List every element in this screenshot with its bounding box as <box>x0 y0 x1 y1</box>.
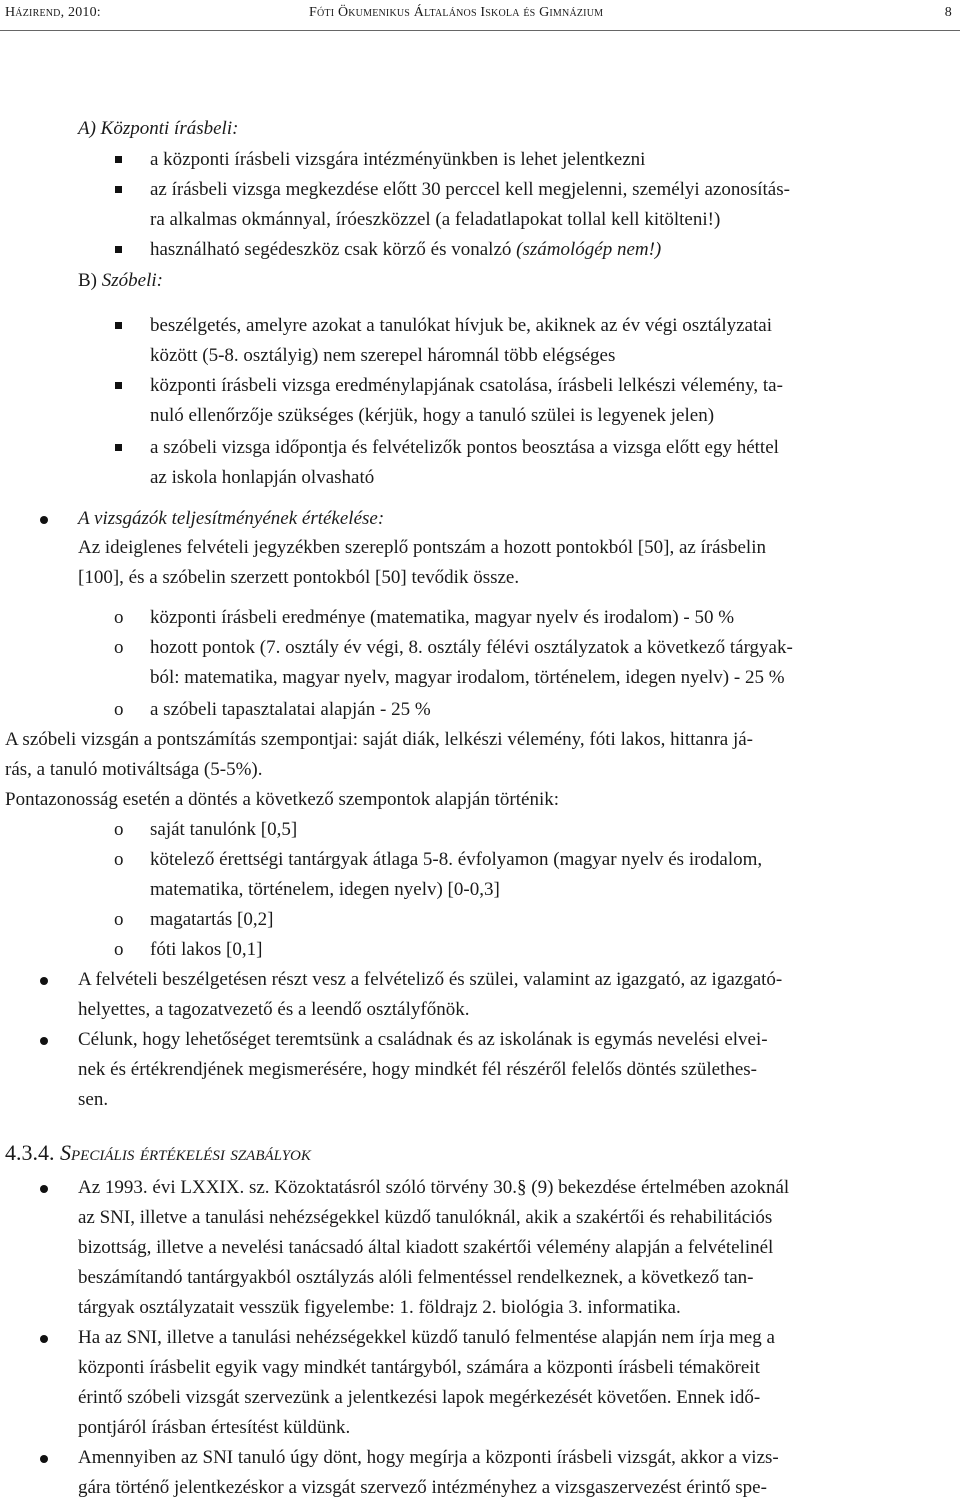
section-b-title: B) Szóbeli: <box>78 270 163 291</box>
sni-oral-exam-line-1: Ha az SNI, illetve a tanulási nehézségekkel küzdő tanuló felmentése alapján nem írja meg a <box>78 1327 775 1348</box>
header-school-name: Fóti Ökumenikus Általános Iskola és Gimnázium <box>309 5 604 20</box>
goal-line-2: nek és értékrendjének megismerésére, hogy mindkét fél részéről felelős döntés születhes- <box>78 1059 757 1080</box>
sni-oral-exam-line-4: pontjáról írásban értesítést küldünk. <box>78 1417 351 1438</box>
tie-break-item-3: magatartás [0,2] <box>150 909 274 930</box>
circle-bullet-icon: o <box>114 849 124 870</box>
sni-oral-exam-line-3: érintő szóbeli vizsgát szervezünk a jelentkezési lapok megérkezését követően. Ennek idő- <box>78 1387 761 1408</box>
sni-written-exam-line-1: Amennyiben az SNI tanuló úgy dönt, hogy megírja a központi írásbeli vizsgát, akkor a vizs- <box>78 1447 779 1468</box>
section-b-item-1-line-1: beszélgetés, amelyre azokat a tanulókat hívjuk be, akiknek az év végi osztályzatai <box>150 315 772 336</box>
header-title-left: Házirend, 2010: <box>5 5 101 20</box>
oral-scoring-line-2: rás, a tanuló motiváltsága (5-5%). <box>5 759 263 780</box>
circle-bullet-icon: o <box>114 699 124 720</box>
evaluation-item-2-line-2: ból: matematika, magyar nyelv, magyar irodalom, történelem, idegen nyelv) - 25 % <box>150 667 785 688</box>
round-bullet-icon <box>40 1335 48 1343</box>
round-bullet-icon <box>40 1185 48 1193</box>
square-bullet-icon <box>115 246 122 253</box>
section-heading-4-3-4: 4.3.4. Speciális értékelési szabályok <box>5 1140 311 1165</box>
section-a-item-3: használható segédeszköz csak körző és vonalzó (számológép nem!) <box>150 239 662 260</box>
participants-line-1: A felvételi beszélgetésen részt vesz a felvételiző és szülei, valamint az igazgató, az igazgató- <box>78 969 783 990</box>
sni-exemption-line-1: Az 1993. évi LXXIX. sz. Közoktatásról szóló törvény 30.§ (9) bekezdése értelmében azoknál <box>78 1177 790 1198</box>
section-b-item-2-line-1: központi írásbeli vizsga eredménylapjának csatolása, írásbeli lelkészi vélemény, ta- <box>150 375 783 396</box>
evaluation-title: A vizsgázók teljesítményének értékelése: <box>78 508 385 529</box>
tie-break-item-4: fóti lakos [0,1] <box>150 939 263 960</box>
tie-break-item-2-line-2: matematika, történelem, idegen nyelv) [0-0,3] <box>150 879 500 900</box>
square-bullet-icon <box>115 322 122 329</box>
section-a-title: A) Központi írásbeli: <box>78 118 239 139</box>
circle-bullet-icon: o <box>114 607 124 628</box>
section-a-item-2-line-1: az írásbeli vizsga megkezdése előtt 30 perccel kell megjelenni, személyi azonosítás- <box>150 179 790 200</box>
sni-exemption-line-4: beszámítandó tantárgyakból osztályzás alóli felmentéssel rendelkeznek, a következő tan- <box>78 1267 754 1288</box>
sni-written-exam-line-2: gára történő jelentkezéskor a vizsgát szervező intézményhez a vizsgaszervezést érintő spe- <box>78 1477 767 1498</box>
circle-bullet-icon: o <box>114 819 124 840</box>
evaluation-intro-line-1: Az ideiglenes felvételi jegyzékben szereplő pontszám a hozott pontokból [50], az írásbelin <box>78 537 766 558</box>
sni-exemption-line-2: az SNI, illetve a tanulási nehézségekkel küzdő tanulóknál, akik a szakértői és rehabilitációs <box>78 1207 773 1228</box>
evaluation-intro-line-2: [100], és a szóbelin szerzett pontokból [50] tevődik össze. <box>78 567 520 588</box>
goal-line-1: Célunk, hogy lehetőséget teremtsünk a családnak és az iskolának is egymás nevelési elvei- <box>78 1029 768 1050</box>
page-number: 8 <box>944 5 952 20</box>
tie-break-item-1: saját tanulónk [0,5] <box>150 819 298 840</box>
square-bullet-icon <box>115 156 122 163</box>
section-a-item-1: a központi írásbeli vizsgára intézményünkben is lehet jelentkezni <box>150 149 646 170</box>
evaluation-item-1: központi írásbeli eredménye (matematika, magyar nyelv és irodalom) - 50 % <box>150 607 735 628</box>
square-bullet-icon <box>115 186 122 193</box>
goal-line-3: sen. <box>78 1089 109 1110</box>
circle-bullet-icon: o <box>114 637 124 658</box>
oral-scoring-line-1: A szóbeli vizsgán a pontszámítás szempontjai: saját diák, lelkészi vélemény, fóti lakos, hittanra já- <box>5 729 753 750</box>
section-b-item-3-line-1: a szóbeli vizsga időpontja és felvételizők pontos beosztása a vizsga előtt egy héttel <box>150 437 779 458</box>
participants-line-2: helyettes, a tagozatvezető és a leendő osztályfőnök. <box>78 999 470 1020</box>
tie-break-title: Pontazonosság esetén a döntés a következő szempontok alapján történik: <box>5 789 560 810</box>
round-bullet-icon <box>40 1455 48 1463</box>
section-b-item-1-line-2: között (5-8. osztályig) nem szerepel háromnál több elégséges <box>150 345 616 366</box>
evaluation-item-3: a szóbeli tapasztalatai alapján - 25 % <box>150 699 431 720</box>
section-b-item-3-line-2: az iskola honlapján olvasható <box>150 467 375 488</box>
round-bullet-icon <box>40 516 48 524</box>
tie-break-item-2-line-1: kötelező érettségi tantárgyak átlaga 5-8. évfolyamon (magyar nyelv és irodalom, <box>150 849 763 870</box>
section-b-item-2-line-2: nuló ellenőrzője szükséges (kérjük, hogy a tanuló szülei is legyenek jelen) <box>150 405 715 426</box>
square-bullet-icon <box>115 444 122 451</box>
round-bullet-icon <box>40 977 48 985</box>
circle-bullet-icon: o <box>114 939 124 960</box>
evaluation-item-2-line-1: hozott pontok (7. osztály év végi, 8. osztály félévi osztályzatok a következő tárgyak- <box>150 637 793 658</box>
sni-exemption-line-3: bizottság, illetve a nevelési tanácsadó által kiadott szakértői vélemény alapján a felvételinél <box>78 1237 774 1258</box>
sni-oral-exam-line-2: központi írásbelit egyik vagy mindkét tantárgyból, számára a központi írásbeli témaköreit <box>78 1357 760 1378</box>
header-rule <box>0 30 960 31</box>
square-bullet-icon <box>115 382 122 389</box>
round-bullet-icon <box>40 1037 48 1045</box>
sni-exemption-line-5: tárgyak osztályzatait vesszük figyelembe: 1. földrajz 2. biológia 3. informatika. <box>78 1297 681 1318</box>
page-header <box>0 0 960 36</box>
section-a-item-2-line-2: ra alkalmas okmánnyal, íróeszközzel (a feladatlapokat tollal kell kitölteni!) <box>150 209 721 230</box>
circle-bullet-icon: o <box>114 909 124 930</box>
